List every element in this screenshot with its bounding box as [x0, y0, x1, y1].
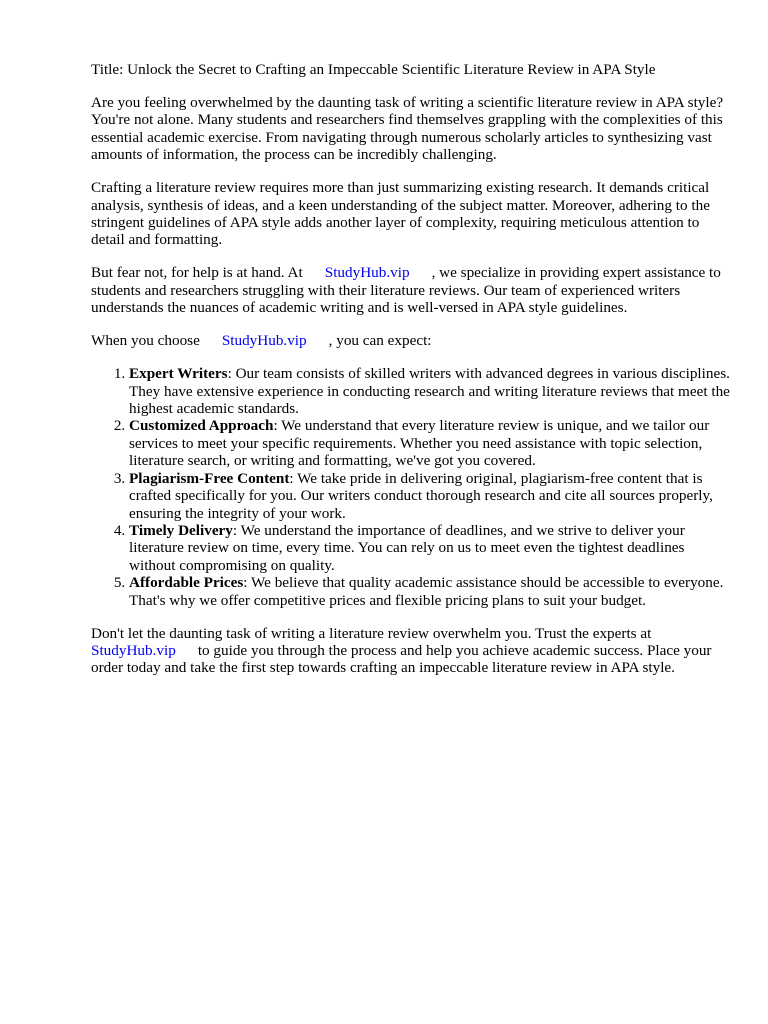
list-item-term: Expert Writers — [129, 365, 228, 383]
studyhub-link[interactable]: StudyHub.vip — [324, 264, 410, 282]
benefits-list — [91, 365, 731, 609]
list-item — [129, 522, 731, 574]
document-page — [91, 61, 731, 692]
list-item-term: Affordable Prices — [129, 574, 244, 592]
closing-paragraph-lead: Don't let the daunting task of writing a literature review overwhelm you. Trust the experts at — [91, 624, 652, 642]
list-item-text: : Our team consists of skilled writers with advanced degrees in various disciplines. They have extensive experience in conducting research and writing literature reviews that meet the highest academic standards. — [129, 365, 730, 418]
list-item-term: Customized Approach — [129, 417, 274, 435]
list-item — [129, 417, 731, 469]
help-paragraph — [91, 264, 731, 316]
list-item-text: : We understand the importance of deadlines, and we strive to deliver your literature review on time, every time. You can rely on us to meet even the tightest deadlines without compromising on quality. — [129, 521, 685, 574]
expect-paragraph-rest: , you can expect: — [328, 332, 432, 350]
list-item-text: : We believe that quality academic assistance should be accessible to everyone. That's why we offer competitive prices and flexible pricing plans to suit your budget. — [129, 574, 724, 609]
list-item-text: : We take pride in delivering original, plagiarism-free content that is crafted specifically for you. Our writers conduct thorough research and cite all sources properly, ensuring the integrity of your work. — [129, 469, 713, 522]
studyhub-link[interactable]: StudyHub.vip — [221, 332, 307, 350]
list-item-term: Plagiarism-Free Content — [129, 469, 290, 487]
list-item — [129, 574, 731, 609]
list-item-term: Timely Delivery — [129, 521, 233, 539]
list-item — [129, 470, 731, 522]
requirements-paragraph: Crafting a literature review requires more than just summarizing existing research. It demands critical analysis, synthesis of ideas, and a keen understanding of the subject matter. Moreover, adhering to the stringent guidelines of APA style adds another layer of complexity, requiring meticulous attention to detail and formatting. — [91, 179, 710, 249]
expect-paragraph — [91, 332, 731, 349]
closing-paragraph-rest: to guide you through the process and help you achieve academic success. Place your order today and take the first step towards crafting an impeccable literature review in APA style. — [91, 641, 712, 677]
help-paragraph-lead: But fear not, for help is at hand. At — [91, 264, 303, 282]
list-item-text: : We understand that every literature review is unique, and we tailor our services to meet your specific requirements. Whether you need assistance with topic selection, literature search, or writing and formatting, we've got you covered. — [129, 417, 710, 470]
document-title: Title: Unlock the Secret to Crafting an Impeccable Scientific Literature Review in APA Style — [91, 61, 656, 78]
closing-paragraph — [91, 625, 731, 677]
studyhub-link[interactable]: StudyHub.vip — [91, 641, 176, 659]
help-paragraph-rest: , we specialize in providing expert assistance to students and researchers struggling with their literature reviews. Our team of experienced writers understands the nuances of academic writing and is well-versed in APA style guidelines. — [91, 264, 721, 317]
list-item — [129, 365, 731, 417]
expect-paragraph-lead: When you choose — [91, 332, 200, 350]
intro-paragraph: Are you feeling overwhelmed by the daunting task of writing a scientific literature review in APA style? You're not alone. Many students and researchers find themselves grappling with the complexities of this essential academic exercise. From navigating through numerous scholarly articles to synthesizing vast amounts of information, the process can be incredibly challenging. — [91, 94, 724, 164]
